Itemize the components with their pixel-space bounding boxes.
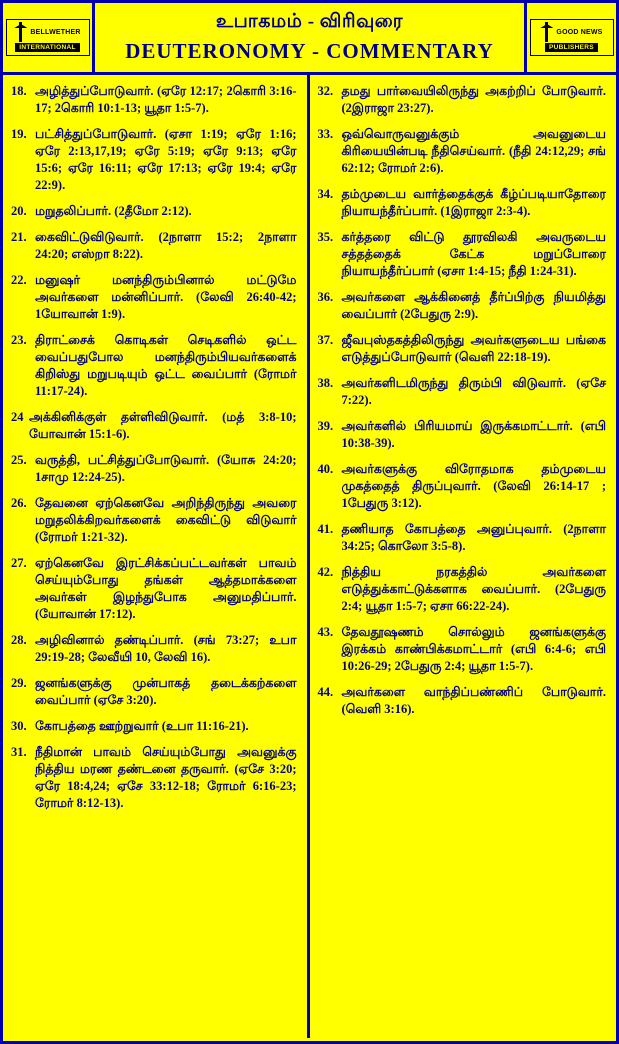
- list-item: [11, 332, 297, 400]
- list-item: [11, 83, 297, 117]
- list-item: [11, 744, 297, 812]
- list-item-text: அவர்களுக்கு விரோதமாக தம்முடைய முகத்தைத் திருப்புவார். (லேவி 26:14-17 ; 1பேதுரு 3:12).: [341, 462, 606, 510]
- list-item-text: வருத்தி, பட்சித்துப்போடுவார். (யோசு 24:20; 1சாமு 12:24-25).: [35, 453, 297, 484]
- list-item-text: திராட்சைக் கொடிகள் செடிகளில் ஒட்ட வைப்பதுபோல மனந்திரும்பியவர்களைக் கிறிஸ்து மறுபடியும் ஒட்ட வைப்பார் (ரோமர் 11:17-24).: [35, 333, 297, 398]
- list-item: [318, 375, 607, 409]
- logo-left-line1: BELLWETHER: [30, 28, 81, 36]
- page-title-english: DEUTERONOMY - COMMENTARY: [125, 39, 494, 63]
- list-item-number: 37.: [317, 333, 334, 347]
- list-item-number: 25.: [11, 453, 27, 467]
- list-item: [11, 632, 297, 666]
- list-item: [318, 289, 607, 323]
- list-item-number: 22.: [11, 273, 27, 287]
- list-item: [11, 409, 297, 443]
- list-item: [318, 684, 607, 718]
- church-steeple-icon: [14, 22, 27, 42]
- list-item-number: 34.: [317, 187, 334, 201]
- list-item-text: அழித்துப்போடுவார். (ஏரே 12:17; 2கொரி 3:16-17; 2கொரி 10:1-13; யூதா 1:5-7).: [35, 84, 297, 115]
- left-column: [3, 75, 310, 1038]
- list-item-text: தம்முடைய வார்த்தைக்குக் கீழ்ப்படியாதோரை நியாயந்தீர்ப்பார். (1இராஜா 2:3-4).: [341, 187, 606, 218]
- list-item-number: 40.: [317, 462, 334, 476]
- list-item-number: 27.: [11, 556, 27, 570]
- list-item: [318, 564, 607, 615]
- list-item-number: 28.: [11, 633, 27, 647]
- list-item: [318, 332, 607, 366]
- logo-box-left: [6, 19, 90, 56]
- two-column-body: [3, 75, 616, 1038]
- list-item: [11, 718, 297, 735]
- list-item-number: 44.: [317, 685, 334, 699]
- list-item: [11, 126, 297, 194]
- list-item: [11, 675, 297, 709]
- list-item-text: நித்திய நரகத்தில் அவர்களை எடுத்துக்காட்டுக்களாக வைப்பார். (2பேதுரு 2:4; யூதா 1:5-7; ஏசா 66:22-24).: [341, 565, 606, 613]
- list-item-number: 32.: [317, 84, 334, 98]
- list-item: [318, 186, 607, 220]
- list-item-number: 18.: [11, 84, 27, 98]
- page-header: [3, 3, 616, 75]
- list-item-text: கோபத்தை ஊற்றுவார் (உபா 11:16-21).: [35, 719, 249, 733]
- list-item: [318, 229, 607, 280]
- logo-bellwether-international: [3, 3, 95, 72]
- list-item-number: 35.: [317, 230, 334, 244]
- logo-good-news-publishers: [524, 3, 616, 72]
- list-item-number: 21.: [11, 230, 27, 244]
- list-item: [11, 229, 297, 263]
- logo-right-line1: GOOD NEWS: [556, 28, 603, 36]
- list-item-text: அழிவினால் தண்டிப்பார். (சங் 73:27; உபா 29:19-28; லேவீயி 10, லேவி 16).: [35, 633, 297, 664]
- list-item-text: அவர்களை வாந்திப்பண்ணிப் போடுவார். (வெளி 3:16).: [341, 685, 606, 716]
- page-title: [95, 3, 524, 72]
- logo-row-left: [7, 22, 89, 42]
- list-item-number: 23.: [11, 333, 27, 347]
- list-item-number: 20.: [11, 204, 27, 218]
- logo-row-right: [531, 22, 613, 42]
- list-item: [318, 624, 607, 675]
- list-item: [11, 495, 297, 546]
- list-item: [11, 452, 297, 486]
- list-item-text: பட்சித்துப்போடுவார். (ஏசா 1:19; ஏரே 1:16; ஏரே 2:13,17,19; ஏரே 5:19; ஏரே 9:13; ஏரே 15:6; ஏரே 16:11; ஏரே 17:13; ஏரே 19:4; ஏரே 22:9).: [35, 127, 297, 192]
- list-item-text: தேவனை ஏற்கெனவே அறிந்திருந்து அவரை மறுதலிக்கிறவர்களைக் கைவிட்டு விடுவார் (ரோமர் 1:21-32).: [35, 496, 297, 544]
- list-item: [318, 461, 607, 512]
- list-item-text: நீதிமான் பாவம் செய்யும்போது அவனுக்கு நித்திய மரண தண்டனை தருவார். (ஏசே 3:20; ஏரே 18:4,24; ஏசே 33:12-18; ரோமர் 6:16-23; ரோமர் 8:12-13).: [35, 745, 297, 810]
- page-title-tamil: உபாகமம் - விரிவுரை: [215, 11, 404, 32]
- list-item: [11, 272, 297, 323]
- logo-box-right: [530, 19, 614, 56]
- list-item: [318, 418, 607, 452]
- list-item: [318, 521, 607, 555]
- list-item-number: 31.: [11, 745, 27, 759]
- list-item-number: 24: [11, 410, 24, 424]
- list-item-text: ஒவ்வொருவனுக்கும் அவனுடைய கிரியையின்படி நீதிசெய்வார். (நீதி 24:12,29; சங் 62:12; ரோமர் 2:6).: [341, 127, 606, 175]
- list-item-number: 41.: [317, 522, 334, 536]
- logo-left-line2: INTERNATIONAL: [15, 43, 80, 52]
- list-item-text: அவர்களிடமிருந்து திரும்பி விடுவார். (ஏசே 7:22).: [341, 376, 606, 407]
- list-item-text: கர்த்தரை விட்டு தூரவிலகி அவருடைய சத்தத்தைக் கேட்க மறுப்போரை நியாயந்தீர்ப்பார் (ஏசா 1:4-15; நீதி 1:24-31).: [341, 230, 606, 278]
- list-item-number: 19.: [11, 127, 27, 141]
- list-item-text: கைவிட்டுவிடுவார். (2நாளா 15:2; 2நாளா 24:20; எஸ்றா 8:22).: [35, 230, 297, 261]
- list-item-number: 26.: [11, 496, 27, 510]
- list-item-number: 38.: [317, 376, 334, 390]
- list-item-text: அவர்களை ஆக்கினைத் தீர்ப்பிற்கு நியமித்து வைப்பார் (2பேதுரு 2:9).: [341, 290, 606, 321]
- list-item: [11, 555, 297, 623]
- list-item-number: 42.: [317, 565, 334, 579]
- list-item-text: ஜீவபுஸ்தகத்திலிருந்து அவர்களுடைய பங்கை எடுத்துப்போடுவார் (வெளி 22:18-19).: [341, 333, 606, 364]
- right-column: [310, 75, 617, 1038]
- list-item-number: 33.: [317, 127, 334, 141]
- church-steeple-icon: [540, 22, 553, 42]
- list-item-text: தமது பார்வையிலிருந்து அகற்றிப் போடுவார். (2இராஜா 23:27).: [341, 84, 606, 115]
- list-item-number: 30.: [11, 719, 27, 733]
- list-item: [318, 126, 607, 177]
- list-item-number: 43.: [317, 625, 334, 639]
- list-item: [318, 83, 607, 117]
- list-item-text: அக்கினிக்குள் தள்ளிவிடுவார். (மத் 3:8-10; யோவான் 15:1-6).: [29, 410, 297, 441]
- list-item-text: மனுஷர் மனந்திரும்பினால் மட்டுமே அவர்களை மன்னிப்பார். (லேவி 26:40-42; 1யோவான் 1:9).: [35, 273, 297, 321]
- list-item-text: மறுதலிப்பார். (2தீமோ 2:12).: [35, 204, 192, 218]
- list-item-text: தேவதூஷணம் சொல்லும் ஜனங்களுக்கு இரக்கம் காண்பிக்கமாட்டார் (எபி 6:4-6; எபி 10:26-29; 2பேதுரு 2:4; யூதா 1:5-7).: [341, 625, 606, 673]
- list-item-text: ஏற்கெனவே இரட்சிக்கப்பட்டவர்கள் பாவம் செய்யும்போது தங்கள் ஆத்தமாக்களை அவர்கள் இழந்துபோக அனுமதிப்பார். (யோவான் 17:12).: [35, 556, 297, 621]
- list-item-text: ஜனங்களுக்கு முன்பாகத் தடைக்கற்களை வைப்பார் (ஏசே 3:20).: [35, 676, 297, 707]
- logo-right-line2: PUBLISHERS: [545, 43, 598, 52]
- list-item-number: 39.: [317, 419, 334, 433]
- list-item-text: அவர்களில் பிரியமாய் இருக்கமாட்டார். (எபி 10:38-39).: [341, 419, 606, 450]
- list-item: [11, 203, 297, 220]
- list-item-number: 36.: [317, 290, 334, 304]
- list-item-number: 29.: [11, 676, 27, 690]
- list-item-text: தணியாத கோபத்தை அனுப்புவார். (2நாளா 34:25; கொலோ 3:5-8).: [341, 522, 606, 553]
